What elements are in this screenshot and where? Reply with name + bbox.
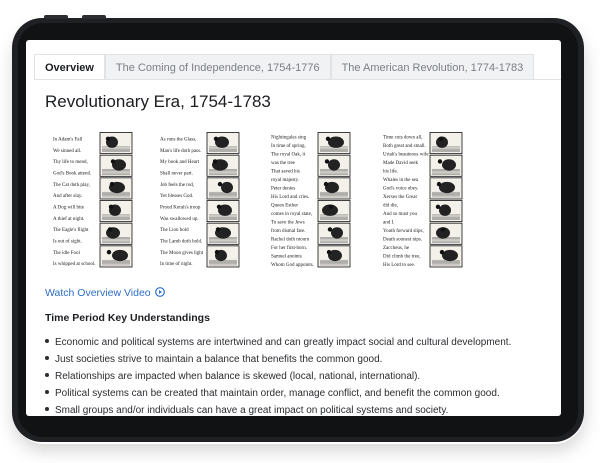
list-item bbox=[45, 402, 511, 416]
primer-image bbox=[382, 130, 464, 270]
primer-verse-line: Peter denies bbox=[271, 186, 296, 192]
play-circle-icon bbox=[155, 287, 165, 297]
primer-verse-line: Whales in the sea bbox=[383, 177, 419, 183]
primer-verse-line: Nightingales sing bbox=[271, 135, 307, 141]
woodcut-panel bbox=[207, 155, 239, 176]
primer-verse-line: from dismal fate. bbox=[271, 228, 306, 234]
primer-verse-line: Both great and small. bbox=[383, 143, 426, 149]
page-title: Revolutionary Era, 1754-1783 bbox=[45, 92, 271, 111]
woodcut-panel bbox=[430, 246, 462, 267]
list-item-text: Relationships are impacted when balance is skewed (local, national, international). bbox=[55, 371, 421, 382]
primer-verse-line: Was swallowed up. bbox=[160, 216, 199, 222]
primer-verse-line: Time cuts down all, bbox=[383, 135, 423, 141]
tablet-screen bbox=[26, 40, 561, 416]
primer-verse-line: God's Book attend. bbox=[53, 171, 92, 177]
primer-verse-line: Queen Esther bbox=[271, 203, 299, 209]
woodcut-panel bbox=[207, 223, 239, 244]
list-item bbox=[45, 351, 511, 368]
woodcut-panel bbox=[207, 178, 239, 199]
primer-verse-line: comes in royal state, bbox=[271, 211, 313, 217]
primer-verse-line: Zaccheus, he bbox=[383, 245, 410, 251]
bullet bbox=[45, 373, 49, 377]
primer-verse-line: Made David seek bbox=[383, 160, 418, 166]
primer-verse-line: Is out of sight. bbox=[53, 239, 82, 245]
primer-verse-line: did die, bbox=[383, 203, 398, 209]
primer-verse-line: Is whipped at school. bbox=[53, 262, 96, 268]
primer-verse-line: A thief at night. bbox=[53, 216, 85, 222]
woodcut-panel bbox=[318, 201, 350, 222]
woodcut-panel bbox=[430, 223, 462, 244]
primer-verse-line: A Dog will bite bbox=[53, 205, 84, 211]
key-understandings-heading: Time Period Key Understandings bbox=[45, 312, 210, 324]
bullet bbox=[45, 390, 49, 394]
woodcut-panel bbox=[318, 223, 350, 244]
watch-overview-video-link[interactable] bbox=[45, 287, 165, 299]
primer-verse-line: Thy life to mend, bbox=[53, 160, 88, 166]
primer-verse-line: The Lion bold bbox=[160, 228, 189, 234]
primer-verse-line: Man's life doth pass. bbox=[160, 148, 202, 154]
woodcut-panel bbox=[207, 133, 239, 154]
tab-divider bbox=[34, 79, 561, 80]
bullet bbox=[45, 407, 49, 411]
primer-verse-line: Shall never part. bbox=[160, 171, 193, 177]
video-link-label: Watch Overview Video bbox=[45, 287, 151, 299]
primer-verse-line: Death soonest nips. bbox=[383, 237, 423, 243]
primer-verse-line: The Cat doth play, bbox=[53, 182, 90, 188]
woodcut-panel bbox=[100, 246, 132, 267]
primer-verse-line: His Lord and cries. bbox=[271, 194, 310, 200]
primer-verse-line: Xerxes the Great bbox=[383, 194, 417, 200]
tablet-button bbox=[44, 15, 68, 19]
primer-verse-line: The Lamb doth hold. bbox=[160, 239, 203, 245]
primer-verse-line: We sinned all. bbox=[53, 148, 82, 154]
woodcut-panel bbox=[100, 133, 132, 154]
primer-verse-line: Samuel anoints bbox=[271, 254, 302, 260]
primer-verse-line: was the tree bbox=[271, 160, 295, 166]
bullet bbox=[45, 339, 49, 343]
primer-verse-line: Yet blesses God. bbox=[160, 194, 194, 200]
list-item-text: Economic and political systems are intertwined and can greatly impact social and cultural development. bbox=[55, 337, 512, 348]
primer-illustration bbox=[159, 130, 241, 270]
primer-verse-line: Youth forward slips, bbox=[383, 228, 424, 234]
tablet-button bbox=[82, 15, 106, 19]
primer-verse-line: As runs the Glass, bbox=[160, 137, 197, 143]
primer-verse-line: Did climb the tree, bbox=[383, 254, 421, 260]
primer-verse-line: Proud Korah's troop bbox=[160, 205, 201, 211]
woodcut-panel bbox=[318, 178, 350, 199]
primer-image bbox=[52, 130, 134, 270]
primer-verse-line: God's voice obey. bbox=[383, 186, 419, 192]
list-item bbox=[45, 385, 511, 402]
primer-illustration bbox=[270, 130, 352, 270]
woodcut-panel bbox=[430, 178, 462, 199]
primer-illustration bbox=[382, 130, 464, 270]
primer-verse-line: royal majesty. bbox=[271, 177, 300, 183]
primer-verse-line: For her first-born. bbox=[271, 245, 307, 251]
key-understandings-list bbox=[45, 334, 511, 416]
primer-verse-line: And after slay. bbox=[53, 194, 83, 200]
woodcut-panel bbox=[207, 201, 239, 222]
primer-verse-line: The royal Oak, it bbox=[271, 152, 306, 158]
primer-verse-line: The Moon gives light bbox=[160, 250, 204, 256]
list-item bbox=[45, 334, 511, 351]
primer-verse-line: His Lord to see. bbox=[383, 262, 415, 268]
bullet bbox=[45, 356, 49, 360]
primer-image bbox=[270, 130, 352, 270]
primer-verse-line: Uriah's beauteous wife bbox=[383, 152, 429, 158]
primer-verse-line: Whom God appoints. bbox=[271, 262, 314, 268]
woodcut-panel bbox=[207, 246, 239, 267]
primer-verse-line: In time of spring. bbox=[271, 143, 306, 149]
tab-overview[interactable]: Overview bbox=[34, 54, 105, 80]
tab-coming-of-independence[interactable]: The Coming of Independence, 1754-1776 bbox=[105, 54, 331, 80]
woodcut-panel bbox=[430, 201, 462, 222]
primer-verse-line: And so must you bbox=[383, 211, 418, 217]
primer-verse-line: To save the Jews bbox=[271, 220, 305, 226]
list-item-text: Political systems can be created that maintain order, manage conflict, and benefit the common good. bbox=[55, 388, 500, 399]
woodcut-panel bbox=[100, 155, 132, 176]
primer-verse-line: and I. bbox=[383, 220, 395, 226]
primer-verse-line: That saved his bbox=[271, 169, 300, 175]
primer-image bbox=[159, 130, 241, 270]
primer-illustration bbox=[52, 130, 134, 270]
tab-american-revolution[interactable]: The American Revolution, 1774-1783 bbox=[331, 54, 535, 80]
woodcut-panel bbox=[100, 201, 132, 222]
primer-verse-line: In Adam's Fall bbox=[53, 137, 83, 143]
woodcut-panel bbox=[430, 133, 462, 154]
primer-verse-line: My book and Heart bbox=[160, 160, 200, 166]
woodcut-panel bbox=[100, 223, 132, 244]
woodcut-panel bbox=[430, 155, 462, 176]
list-item bbox=[45, 368, 511, 385]
primer-verse-line: In time of night. bbox=[160, 262, 193, 268]
primer-verse-line: The Eagle's flight bbox=[53, 228, 89, 234]
primer-verse-line: Rachel doth mourn bbox=[271, 237, 310, 243]
tab-bar bbox=[34, 54, 534, 80]
primer-verse-line: The idle Fool bbox=[53, 250, 80, 256]
woodcut-panel bbox=[318, 133, 350, 154]
woodcut-panel bbox=[318, 246, 350, 267]
primer-verse-line: his life. bbox=[383, 169, 398, 175]
woodcut-panel bbox=[318, 155, 350, 176]
list-item-text: Just societies strive to maintain a balance that benefits the common good. bbox=[55, 354, 383, 365]
primer-verse-line: Job feels the rod, bbox=[160, 182, 195, 188]
list-item-text: Small groups and/or individuals can have a great impact on political systems and society. bbox=[55, 405, 449, 416]
woodcut-panel bbox=[100, 178, 132, 199]
